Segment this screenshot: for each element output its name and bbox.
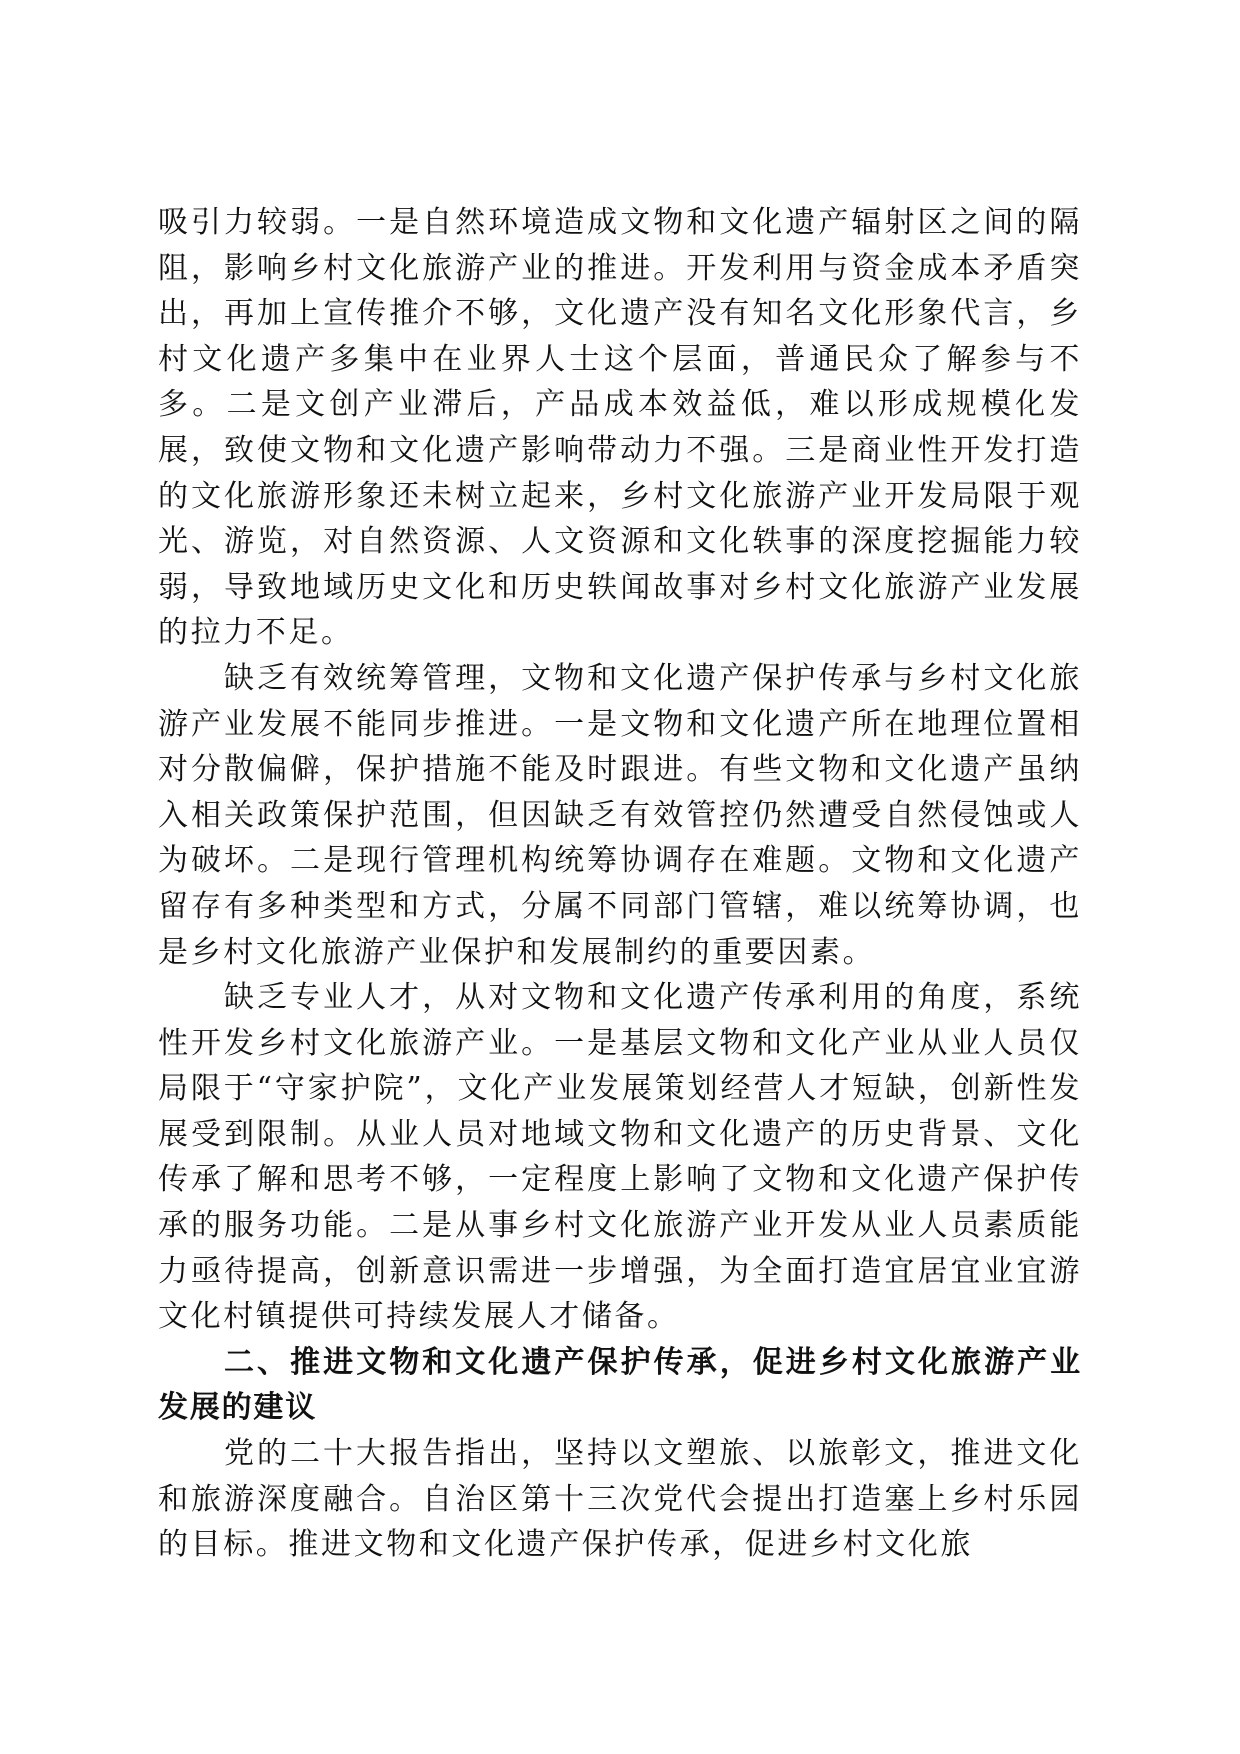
document-page xyxy=(158,200,1082,1568)
body-paragraph-2: 缺乏有效统筹管理，文物和文化遗产保护传承与乡村文化旅游产业发展不能同步推进。一是文物和文化遗产所在地理位置相对分散偏僻，保护措施不能及时跟进。有些文物和文化遗产虽纳入相关政策保护范围，但因缺乏有效管控仍然遭受自然侵蚀或人为破坏。二是现行管理机构统筹协调存在难题。文物和文化遗产留存有多种类型和方式，分属不同部门管辖，难以统筹协调，也是乡村文化旅游产业保护和发展制约的重要因素。 xyxy=(158,660,1082,970)
body-paragraph-4: 党的二十大报告指出，坚持以文塑旅、以旅彰文，推进文化和旅游深度融合。自治区第十三次党代会提出打造塞上乡村乐园的目标。推进文物和文化遗产保护传承，促进乡村文化旅 xyxy=(158,1436,1082,1563)
body-paragraph-3: 缺乏专业人才，从对文物和文化遗产传承利用的角度，系统性开发乡村文化旅游产业。一是基层文物和文化产业从业人员仅局限于“守家护院”，文化产业发展策划经营人才短缺，创新性发展受到限制。从业人员对地域文物和文化遗产的历史背景、文化传承了解和思考不够，一定程度上影响了文物和文化遗产保护传承的服务功能。二是从事乡村文化旅游产业开发从业人员素质能力亟待提高，创新意识需进一步增强，为全面打造宜居宜业宜游文化村镇提供可持续发展人才储备。 xyxy=(158,980,1082,1335)
section-heading: 二、推进文物和文化遗产保护传承，促进乡村文化旅游产业发展的建议 xyxy=(158,1344,1082,1426)
body-paragraph-1: 吸引力较弱。一是自然环境造成文物和文化遗产辐射区之间的隔阻，影响乡村文化旅游产业的推进。开发利用与资金成本矛盾突出，再加上宣传推介不够，文化遗产没有知名文化形象代言，乡村文化遗产多集中在业界人士这个层面，普通民众了解参与不多。二是文创产业滞后，产品成本效益低，难以形成规模化发展，致使文物和文化遗产影响带动力不强。三是商业性开发打造的文化旅游形象还未树立起来，乡村文化旅游产业开发局限于观光、游览，对自然资源、人文资源和文化轶事的深度挖掘能力较弱，导致地域历史文化和历史轶闻故事对乡村文化旅游产业发展的拉力不足。 xyxy=(158,205,1082,651)
